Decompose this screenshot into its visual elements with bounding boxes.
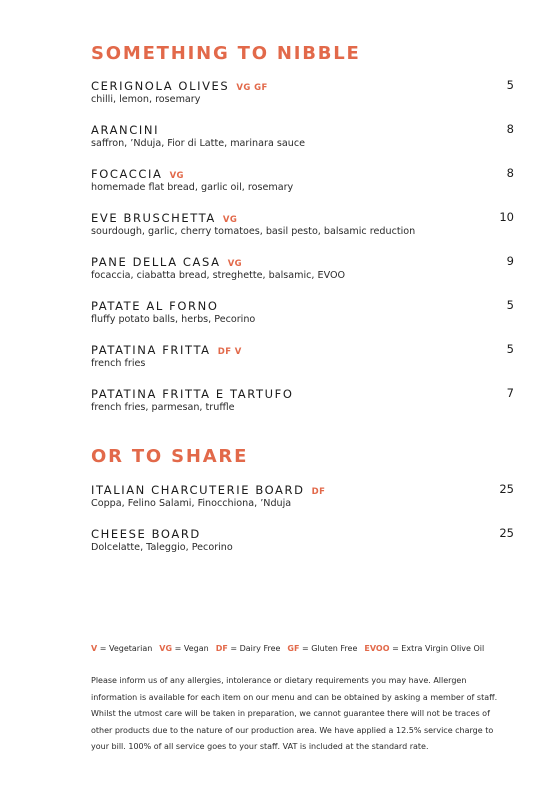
legend-code: DF bbox=[215, 644, 228, 653]
legend-entry bbox=[91, 644, 152, 653]
item-price: 9 bbox=[506, 254, 514, 268]
item-name: CERIGNOLA OLIVES bbox=[91, 79, 230, 93]
item-description: Dolcelatte, Taleggio, Pecorino bbox=[91, 542, 233, 553]
dietary-tags: VG bbox=[227, 259, 243, 269]
item-description: chilli, lemon, rosemary bbox=[91, 94, 201, 105]
item-description: focaccia, ciabatta bread, streghette, balsamic, EVOO bbox=[91, 270, 346, 281]
menu-item bbox=[91, 482, 514, 516]
legend-entry bbox=[287, 644, 357, 653]
menu-item bbox=[91, 342, 514, 376]
dietary-tags: VG bbox=[222, 215, 238, 225]
menu-item bbox=[91, 122, 514, 156]
item-price: 7 bbox=[506, 386, 514, 400]
legend-code: VG bbox=[159, 644, 173, 653]
menu-item bbox=[91, 78, 514, 112]
menu-item bbox=[91, 254, 514, 288]
menu-item bbox=[91, 166, 514, 200]
item-name: FOCACCIA bbox=[91, 167, 163, 181]
dietary-tags: DF bbox=[311, 487, 326, 497]
legend-code: GF bbox=[287, 644, 300, 653]
dietary-tags: DF V bbox=[217, 347, 242, 357]
item-description: homemade flat bread, garlic oil, rosemary bbox=[91, 182, 294, 193]
legend-entry bbox=[159, 644, 208, 653]
item-description: Coppa, Felino Salami, Finocchiona, ’Nduja bbox=[91, 498, 292, 509]
item-description: french fries, parmesan, truffle bbox=[91, 402, 235, 413]
section-title-nibble: SOMETHING TO NIBBLE bbox=[91, 43, 361, 64]
item-name: PATATINA FRITTA E TARTUFO bbox=[91, 387, 294, 401]
item-price: 8 bbox=[506, 166, 514, 180]
item-name: ITALIAN CHARCUTERIE BOARD bbox=[91, 483, 305, 497]
item-description: french fries bbox=[91, 358, 146, 369]
legend-meaning: = Dairy Free bbox=[230, 644, 281, 653]
section-title-share: OR TO SHARE bbox=[91, 446, 249, 467]
item-name: EVE BRUSCHETTA bbox=[91, 211, 216, 225]
item-price: 8 bbox=[506, 122, 514, 136]
menu-item bbox=[91, 210, 514, 244]
legend-entry bbox=[216, 644, 281, 653]
item-price: 25 bbox=[499, 526, 514, 540]
item-description: fluffy potato balls, herbs, Pecorino bbox=[91, 314, 256, 325]
item-price: 5 bbox=[506, 298, 514, 312]
item-name: CHEESE BOARD bbox=[91, 527, 201, 541]
dietary-legend bbox=[91, 643, 514, 655]
legend-meaning: = Extra Virgin Olive Oil bbox=[392, 644, 485, 653]
item-price: 25 bbox=[499, 482, 514, 496]
dietary-tags: VG bbox=[169, 171, 184, 181]
legend-code: V bbox=[91, 644, 98, 653]
menu-item bbox=[91, 386, 514, 420]
item-name: PANE DELLA CASA bbox=[91, 255, 221, 269]
menu-item bbox=[91, 526, 514, 560]
legend-entry bbox=[364, 644, 484, 653]
item-description: saffron, ’Nduja, Fior di Latte, marinara sauce bbox=[91, 138, 306, 149]
legend-meaning: = Gluten Free bbox=[302, 644, 358, 653]
item-price: 5 bbox=[506, 78, 514, 92]
item-description: sourdough, garlic, cherry tomatoes, basil pesto, balsamic reduction bbox=[91, 226, 416, 237]
item-name: PATATINA FRITTA bbox=[91, 343, 211, 357]
item-name: ARANCINI bbox=[91, 123, 160, 137]
item-price: 10 bbox=[499, 210, 514, 224]
legend-meaning: = Vegetarian bbox=[99, 644, 153, 653]
item-price: 5 bbox=[506, 342, 514, 356]
allergen-notice: Please inform us of any allergies, intolerance or dietary requirements you may have. Allergen information is available for each item on our menu and can be obtained by asking a member of staff. Whilst the utmost care will be taken in preparation, we cannot guarantee there will not be traces of other products due to the nature of our production area. We have applied a 12.5% service charge to your bill. 100% of all service goes to your staff. VAT is included at the standard rate. bbox=[91, 676, 498, 751]
legend-meaning: = Vegan bbox=[174, 644, 209, 653]
legend-code: EVOO bbox=[364, 644, 390, 653]
item-name: PATATE AL FORNO bbox=[91, 299, 219, 313]
dietary-tags: VG GF bbox=[236, 83, 268, 93]
menu-item bbox=[91, 298, 514, 332]
